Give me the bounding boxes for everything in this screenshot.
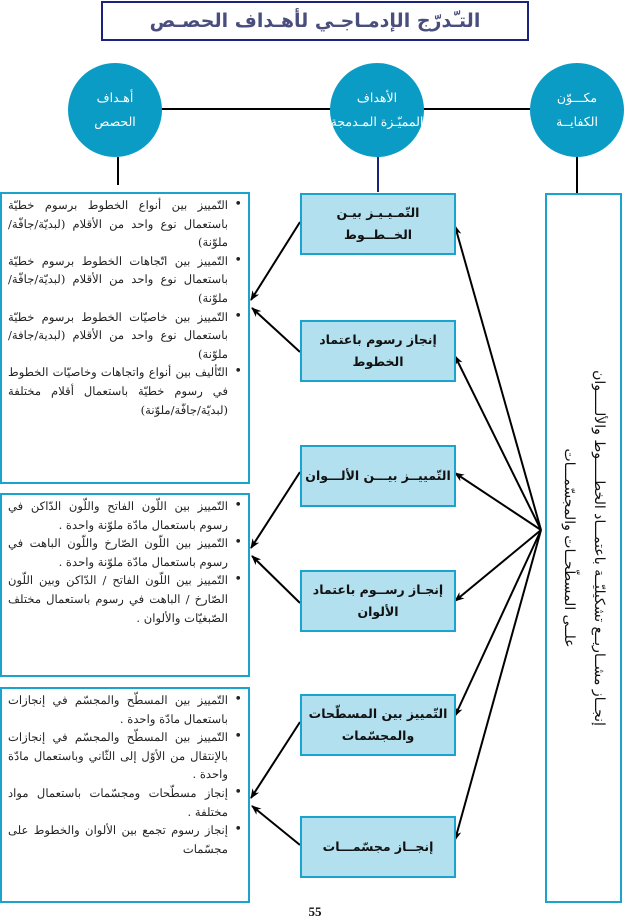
lesson-goals-lines xyxy=(0,192,250,484)
list-item: • التّمييز بين اللّون الفاتح / الدّاكن وبين اللّون الصّارخ / الباهت في رسوم باستعمال مختلف الصّبغيّات والألوان . xyxy=(8,571,242,627)
header-competency-line2: الكفايــة xyxy=(556,114,598,129)
list-item: • التّمييز بين المسطّح والمجسّم في إنجازات بالإنتقال من الأوّل إلى الثّاني وباستعمال مادّة واحدة . xyxy=(8,728,242,784)
list-item: • التّمييز بين اللّون الصّارخ واللّون الباهت في رسوم باستعمال مادّة ملوّنة واحدة . xyxy=(8,534,242,571)
header-lesson-goals-line1: أهـداف xyxy=(96,90,134,105)
page-number: 55 xyxy=(308,904,322,919)
competency-line1: إنجــاز مشــاريــع تشكيليّــة باعتمـــاد الخطـــــوط والألـــــوان xyxy=(590,370,607,726)
goal-line2: والمجسّمات xyxy=(341,728,415,743)
title-box xyxy=(101,1,529,41)
header-competency-circle xyxy=(530,63,624,157)
header-integrated-goals-line2: المميّـزة المـدمجة xyxy=(330,114,424,129)
list-item: • التّمييز بين اللّون الفاتح واللّون الدّاكن في رسوم باستعمال مادّة ملوّنة واحدة . xyxy=(8,497,242,534)
goal-box-distinguish-lines xyxy=(300,193,456,255)
goal-box-draw-with-colors xyxy=(300,570,456,632)
goal-line1: إنجــاز مجسّمـــات xyxy=(322,839,434,854)
list-item: • التّمييز بين أنواع الخطوط برسوم خطيّة باستعمال نوع واحد من الأقلام (لبديّة/جافّة/ ملوّنة) xyxy=(8,196,242,252)
goal-line1: إنجـاز رســوم باعتماد xyxy=(312,582,444,597)
header-competency-line1: مكـــوّن xyxy=(556,90,598,105)
list-item: • التّمييز بين اتّجاهات الخطوط برسوم خطيّة باستعمال نوع واحد من الأقلام (لبديّة/جافّة/ملوّنة) xyxy=(8,252,242,308)
goal-box-distinguish-surfaces-solids xyxy=(300,694,456,756)
header-integrated-goals-line1: الأهداف xyxy=(356,90,398,105)
goal-box-distinguish-colors xyxy=(300,445,456,507)
competency-component-box xyxy=(545,193,622,903)
goal-line2: الخطوط xyxy=(352,354,404,369)
lesson-goals-surfaces-solids xyxy=(0,687,250,903)
page-title: التـّدرّج الإدمـاجـي لأهـداف الحصـص xyxy=(149,10,481,32)
list-item: • التّمييز بين خاصيّات الخطوط برسوم خطيّة باستعمال نوع واحد من الأقلام (لبدية/جافة/ ملوّنة) xyxy=(8,308,242,364)
goal-line2: الخــطــوط xyxy=(343,227,413,242)
goal-line1: التّمييــز بيـــن الألـــوان xyxy=(305,468,451,483)
goal-line2: الألوان xyxy=(357,604,399,619)
lesson-goals-colors xyxy=(0,493,250,677)
competency-component-text xyxy=(554,238,614,858)
header-integrated-goals-circle xyxy=(330,63,424,157)
competency-line2: علــى المسطّحــات والمجسّمـــات xyxy=(560,448,577,648)
goal-box-make-solids xyxy=(300,816,456,878)
goal-line1: التّمـيـيـز بيـن xyxy=(336,205,420,220)
list-item: • إنجاز مسطّحات ومجسّمات باستعمال مواد مختلفة . xyxy=(8,784,242,821)
list-item: • إنجاز رسوم تجمع بين الألوان والخطوط على مجسّمات xyxy=(8,821,242,858)
goal-box-draw-with-lines xyxy=(300,320,456,382)
list-item: • التّمييز بين المسطّح والمجسّم في إنجازات باستعمال مادّة واحدة . xyxy=(8,691,242,728)
goal-line1: إنجاز رسوم باعتماد xyxy=(319,332,437,347)
list-item: • التّأليف بين أنواع واتجاهات وخاصيّات الخطوط في رسوم خطيّة باستعمال أقلام مختلفة (لبديّة/جافّة/ملوّنة) xyxy=(8,363,242,419)
header-lesson-goals-circle xyxy=(68,63,162,157)
goal-line1: التّمييز بين المسطّحات xyxy=(308,706,448,721)
header-lesson-goals-line2: الحصص xyxy=(94,114,136,129)
